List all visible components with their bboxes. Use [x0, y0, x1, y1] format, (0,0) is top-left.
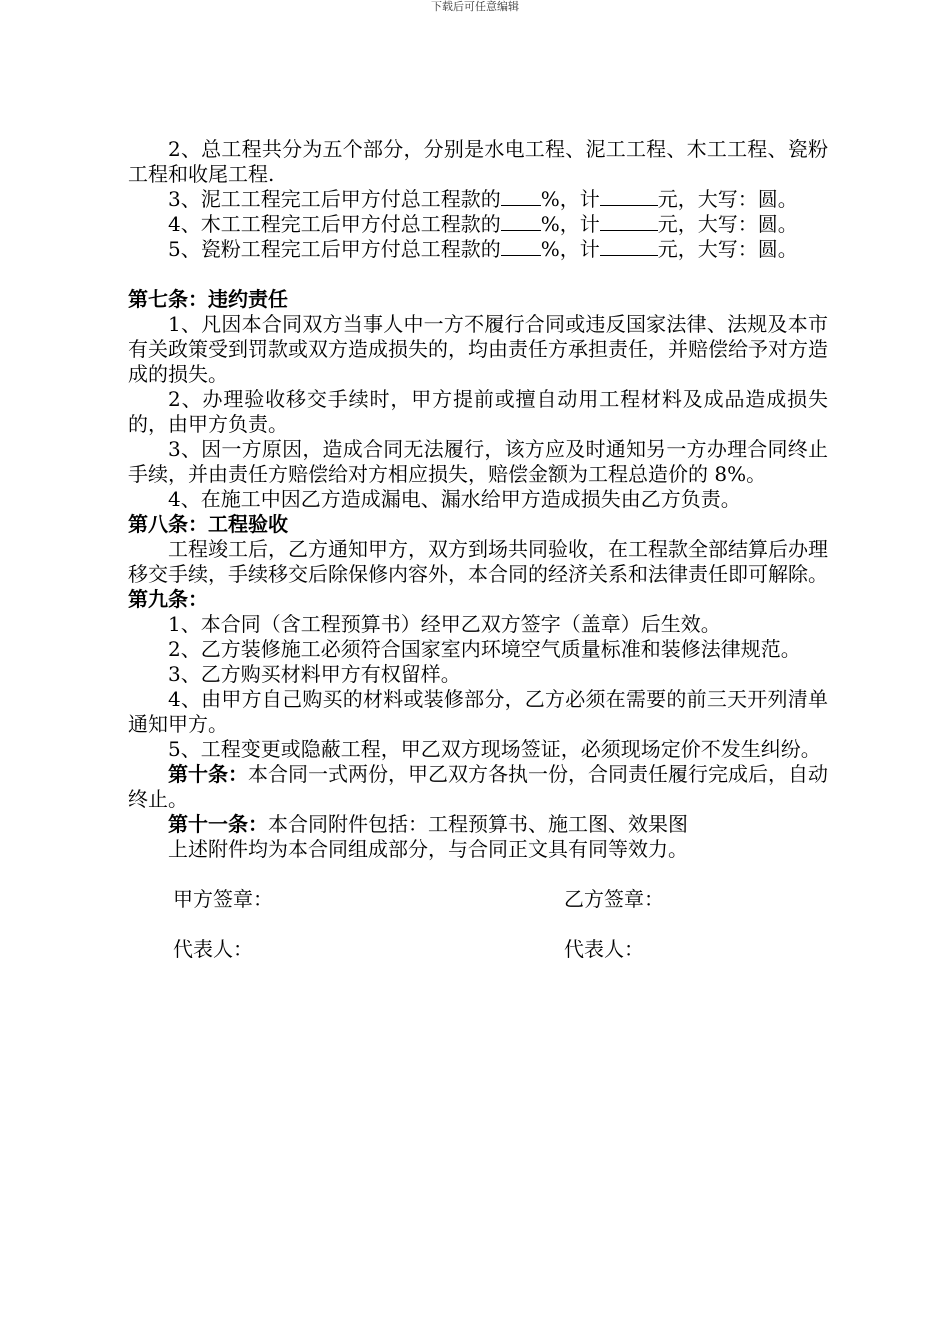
party-b-representative-label: 代表人： — [564, 937, 644, 961]
representative-row — [128, 937, 828, 962]
payment-item-3-text-c: 元，大写：圆。 — [657, 187, 798, 211]
article-10 — [128, 762, 828, 812]
article-9-item: 3、乙方购买材料甲方有权留样。 — [168, 662, 461, 686]
party-a-representative-label: 代表人： — [173, 937, 253, 961]
payment-item-3-text-a: 3、泥工工程完工后甲方付总工程款的 — [168, 187, 501, 211]
payment-item-3-text-b: %，计 — [540, 187, 600, 211]
payment-item-2: 2、总工程共分为五个部分，分别是水电工程、泥工工程、木工工程、瓷粉工程和收尾工程. — [128, 137, 828, 186]
article-10-text: 本合同一式两份，甲乙双方各执一份，合同责任履行完成后，自动终止。 — [128, 762, 828, 811]
payment-item-3 — [128, 187, 828, 212]
payment-item-5 — [128, 237, 828, 262]
article-7-item: 1、凡因本合同双方当事人中一方不履行合同或违反国家法律、法规及本市有关政策受到罚款或双方造成损失的，均由责任方承担责任，并赔偿给予对方造成的损失。 — [128, 312, 828, 386]
article-7-heading: 第七条：违约责任 — [128, 287, 288, 311]
article-11-note: 上述附件均为本合同组成部分，与合同正文具有同等效力。 — [168, 837, 688, 861]
article-7-item: 2、办理验收移交手续时，甲方提前或擅自动用工程材料及成品造成损失的，由甲方负责。 — [128, 387, 828, 436]
amount-blank[interactable] — [600, 212, 658, 231]
percent-blank[interactable] — [501, 187, 541, 206]
payment-item-5-text-a: 5、瓷粉工程完工后甲方付总工程款的 — [168, 237, 501, 261]
article-8-heading: 第八条：工程验收 — [128, 512, 288, 536]
amount-blank[interactable] — [600, 237, 658, 256]
payment-item-5-text-c: 元，大写：圆。 — [657, 237, 798, 261]
signature-row — [128, 887, 828, 912]
payment-item-4-text-a: 4、木工工程完工后甲方付总工程款的 — [168, 212, 501, 236]
payment-item-4 — [128, 212, 828, 237]
article-10-label: 第十条： — [168, 762, 248, 786]
percent-blank[interactable] — [501, 212, 541, 231]
payment-item-4-text-b: %，计 — [540, 212, 600, 236]
article-9-heading: 第九条： — [128, 587, 208, 611]
spacer — [128, 262, 828, 287]
percent-blank[interactable] — [501, 237, 541, 256]
party-a-signature-label: 甲方签章： — [173, 887, 273, 911]
payment-item-5-text-b: %，计 — [540, 237, 600, 261]
page-header: 下载后可任意编辑 — [431, 0, 519, 13]
party-b-signature-label: 乙方签章： — [564, 887, 664, 911]
article-11-text: 本合同附件包括：工程预算书、施工图、效果图 — [268, 812, 688, 836]
payment-item-4-text-c: 元，大写：圆。 — [657, 212, 798, 236]
contract-body — [128, 137, 828, 962]
article-9-item: 4、由甲方自己购买的材料或装修部分，乙方必须在需要的前三天开列清单通知甲方。 — [128, 687, 828, 736]
article-9-item: 1、本合同（含工程预算书）经甲乙双方签字（盖章）后生效。 — [168, 612, 721, 636]
article-9-item: 2、乙方装修施工必须符合国家室内环境空气质量标准和装修法律规范。 — [168, 637, 801, 661]
article-7-item: 4、在施工中因乙方造成漏电、漏水给甲方造成损失由乙方负责。 — [168, 487, 741, 511]
article-8-text: 工程竣工后，乙方通知甲方，双方到场共同验收，在工程款全部结算后办理移交手续，手续移交后除保修内容外，本合同的经济关系和法律责任即可解除。 — [128, 537, 828, 586]
article-11 — [128, 812, 828, 837]
article-11-label: 第十一条： — [168, 812, 268, 836]
article-9-item: 5、工程变更或隐蔽工程，甲乙双方现场签证，必须现场定价不发生纠纷。 — [168, 737, 821, 761]
amount-blank[interactable] — [600, 187, 658, 206]
article-7-item: 3、因一方原因，造成合同无法履行，该方应及时通知另一方办理合同终止手续，并由责任方赔偿给对方相应损失，赔偿金额为工程总造价的 8%。 — [128, 437, 828, 486]
